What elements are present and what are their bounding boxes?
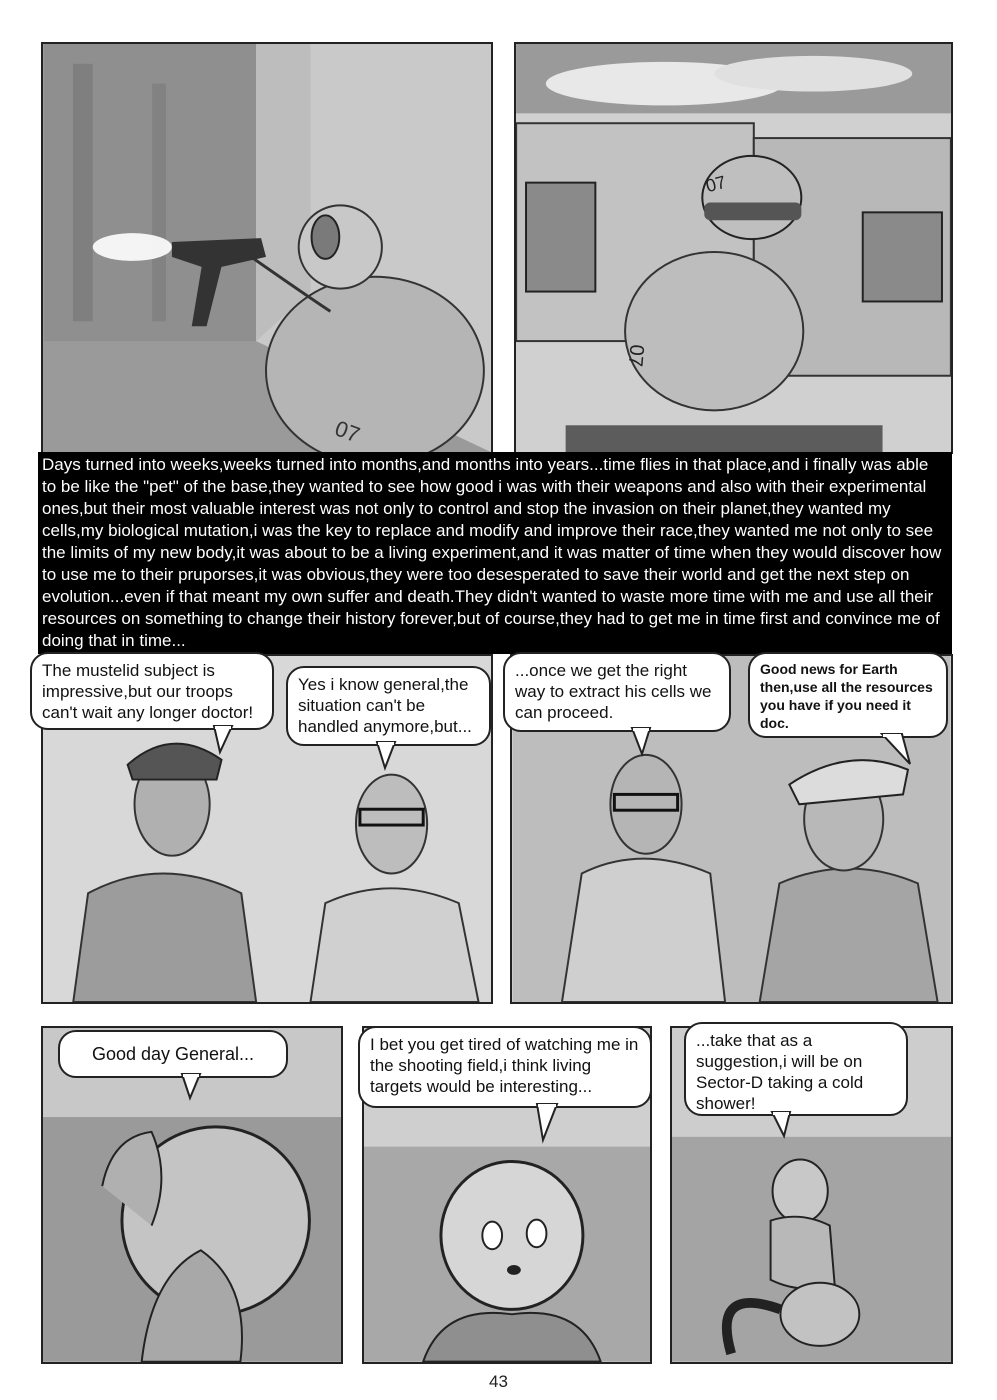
bubble-panel-7: ...take that as a suggestion,i will be on Sector-D taking a cold shower! — [684, 1022, 908, 1116]
bubble-panel-6: I bet you get tired of watching me in the shooting field,i think living targets would be interesting... — [358, 1026, 652, 1108]
bubble-doctor-panel-4: ...once we get the right way to extract his cells we can proceed. — [503, 652, 731, 732]
bubble-tail — [212, 726, 242, 756]
bubble-doctor-panel-3: Yes i know general,the situation can't be handled anymore,but... — [286, 666, 491, 746]
bubble-tail — [180, 1074, 210, 1104]
panel-2-artwork — [516, 44, 951, 452]
page-number: 43 — [489, 1372, 508, 1391]
panel-2-leg-number: 07 — [623, 343, 648, 368]
bubble-panel-5: Good day General... — [58, 1030, 288, 1078]
bubble-general-panel-3: The mustelid subject is impressive,but our troops can't wait any longer doctor! — [30, 652, 274, 730]
panel-1-number-mark: 07 — [331, 415, 364, 448]
bubble-tail — [375, 742, 405, 772]
panel-1-shooting-range — [41, 42, 493, 454]
bubble-tail — [770, 1112, 800, 1142]
panel-2-helmet-number: 07 — [703, 171, 729, 197]
bubble-tail — [630, 728, 660, 758]
bubble-tail — [880, 734, 920, 774]
bubble-general-panel-4: Good news for Earth then,use all the resources you have if you need it doc. — [748, 652, 948, 738]
bubble-tail — [535, 1104, 565, 1144]
narration-box: Days turned into weeks,weeks turned into months,and months into years...time flies in that place,and i finally was able to be like the "pet" of the base,they wanted to see how good i was with their weapons and also with their experimental ones,but their most valuable interest was not only to control and stop the invasion on their planet,they wanted my cells,my biological mutation,i was the key to replace and modify and improve their race,they wanted me not only to see the limits of my new body,it was about to be a living experiment,and it was matter of time when they would discover how to use me to their pruporses,it was obvious,they were too desesperated to save their world and get the next step on evolution...even if that meant my own suffer and death.They didn't wanted to waste more time with me and use all their resources on something to change their history forever,but of course,they had to get me in time first and convince me of doing that in time... — [38, 452, 952, 654]
panel-1-artwork — [43, 44, 491, 452]
panel-2-training-course — [514, 42, 953, 454]
